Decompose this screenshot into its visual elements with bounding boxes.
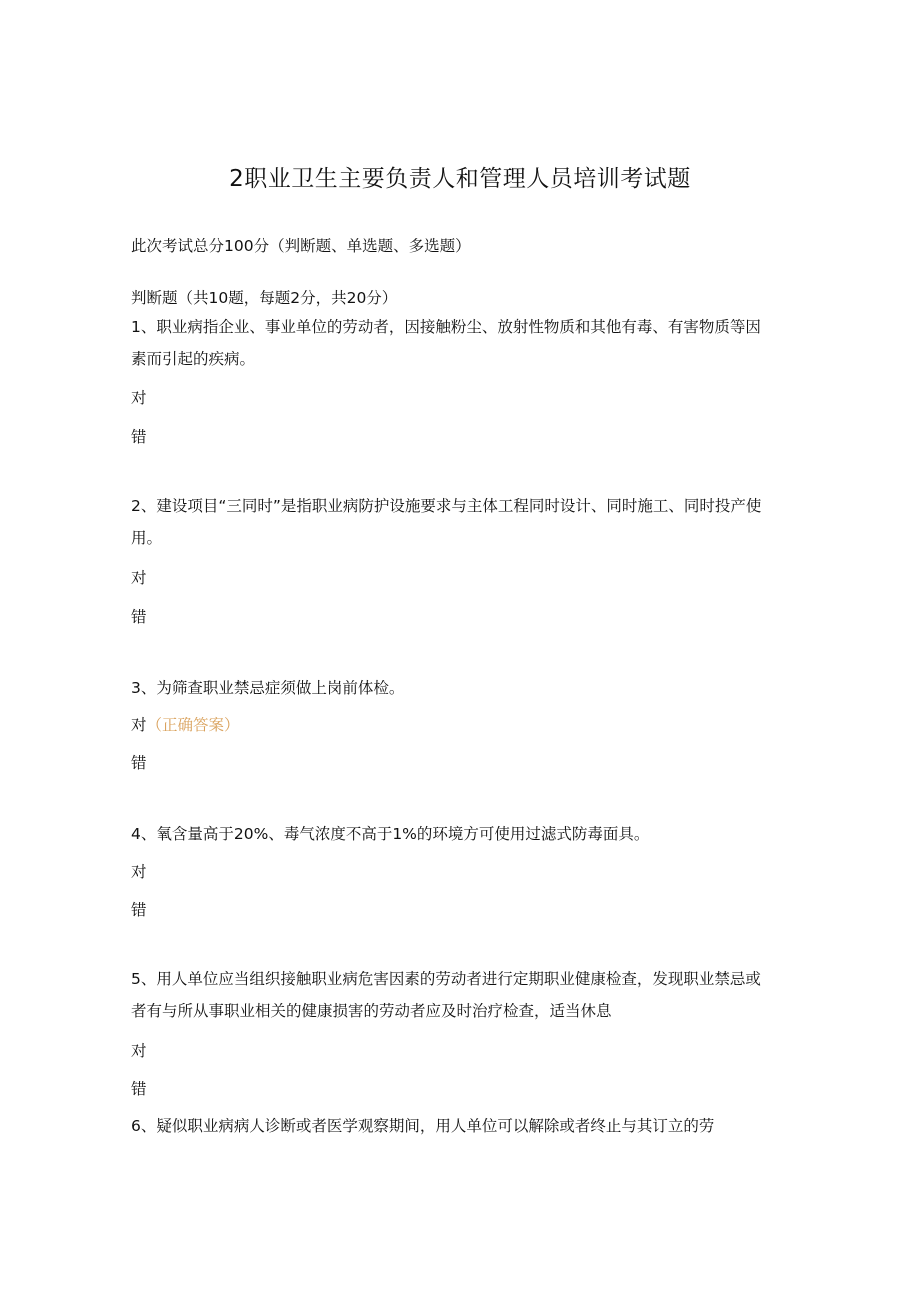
question-5-text: 5、用人单位应当组织接触职业病危害因素的劳动者进行定期职业健康检查，发现职业禁忌或者有与所从事职业相关的健康损害的劳动者应及时治疗检查，适当休息 bbox=[131, 970, 761, 1020]
question-2-text: 2、建设项目“三同时”是指职业病防护设施要求与主体工程同时设计、同时施工、同时投产使用。 bbox=[131, 497, 762, 547]
question-6-text: 6、疑似职业病病人诊断或者医学观察期间，用人单位可以解除或者终止与其订立的劳 bbox=[131, 1117, 715, 1135]
question-3-option-true-row bbox=[131, 713, 240, 735]
question-3-option-false: 错 bbox=[131, 754, 147, 772]
correct-answer-note: （正确答案） bbox=[146, 716, 240, 734]
question-3-text: 3、为筛查职业禁忌症须做上岗前体检。 bbox=[131, 679, 405, 697]
question-5-option-false: 错 bbox=[131, 1080, 147, 1098]
question-4-option-true: 对 bbox=[131, 863, 147, 881]
question-4-option-false: 错 bbox=[131, 901, 147, 919]
question-1-text: 1、职业病指企业、事业单位的劳动者，因接触粉尘、放射性物质和其他有毒、有害物质等因素而引起的疾病。 bbox=[131, 318, 761, 368]
question-1-option-true: 对 bbox=[131, 389, 147, 407]
question-2-option-false: 错 bbox=[131, 608, 147, 626]
section-header: 判断题（共10题，每题2分，共20分） bbox=[131, 289, 398, 307]
page-title: 2职业卫生主要负责人和管理人员培训考试题 bbox=[229, 166, 691, 192]
question-2-option-true: 对 bbox=[131, 569, 147, 587]
question-3-option-true: 对 bbox=[131, 716, 147, 734]
question-1-option-false: 错 bbox=[131, 428, 147, 446]
question-4-text: 4、氧含量高于20%、毒气浓度不高于1%的环境方可使用过滤式防毒面具。 bbox=[131, 825, 650, 843]
exam-intro: 此次考试总分100分（判断题、单选题、多选题） bbox=[131, 237, 471, 255]
question-5-option-true: 对 bbox=[131, 1042, 147, 1060]
